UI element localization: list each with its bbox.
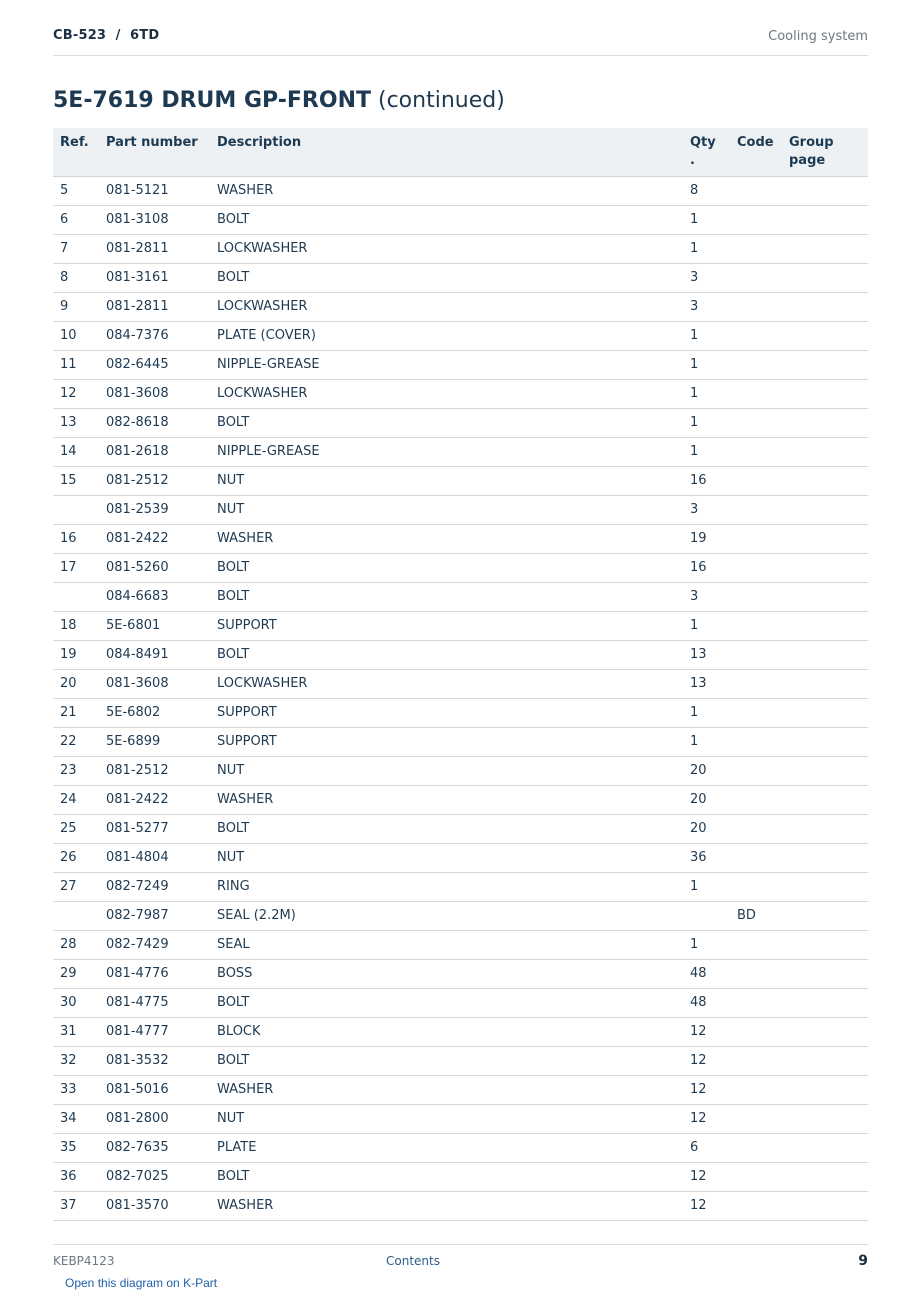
group-page-cell <box>789 1104 868 1133</box>
table-row <box>53 408 868 437</box>
page-footer <box>53 1244 868 1275</box>
code-cell <box>737 234 789 263</box>
part-number-cell: 5E-6802 <box>106 698 217 727</box>
description-cell: LOCKWASHER <box>217 292 690 321</box>
ref-cell: 6 <box>53 205 106 234</box>
table-row <box>53 959 868 988</box>
table-row <box>53 1191 868 1220</box>
group-page-cell <box>789 466 868 495</box>
ref-cell: 8 <box>53 263 106 292</box>
qty-cell: 12 <box>690 1046 737 1075</box>
ref-cell: 35 <box>53 1133 106 1162</box>
table-row <box>53 379 868 408</box>
code-cell <box>737 1104 789 1133</box>
part-number-cell: 084-7376 <box>106 321 217 350</box>
table-row <box>53 582 868 611</box>
ref-cell: 36 <box>53 1162 106 1191</box>
contents-link[interactable]: Contents <box>386 1254 440 1268</box>
part-number-cell: 082-7429 <box>106 930 217 959</box>
code-cell <box>737 698 789 727</box>
code-cell <box>737 727 789 756</box>
description-cell: BOLT <box>217 408 690 437</box>
description-cell: NUT <box>217 1104 690 1133</box>
page-title <box>53 88 505 113</box>
description-cell: PLATE (COVER) <box>217 321 690 350</box>
group-page-cell <box>789 843 868 872</box>
code-cell <box>737 379 789 408</box>
group-page-cell <box>789 901 868 930</box>
code-cell <box>737 263 789 292</box>
ref-cell: 16 <box>53 524 106 553</box>
ref-cell: 12 <box>53 379 106 408</box>
table-row <box>53 466 868 495</box>
ref-cell: 11 <box>53 350 106 379</box>
qty-cell: 19 <box>690 524 737 553</box>
ref-cell: 34 <box>53 1104 106 1133</box>
qty-cell: 3 <box>690 495 737 524</box>
qty-cell: 1 <box>690 234 737 263</box>
code-cell <box>737 408 789 437</box>
part-number-cell: 081-3608 <box>106 669 217 698</box>
part-number-cell: 081-2811 <box>106 234 217 263</box>
part-number-cell: 081-2800 <box>106 1104 217 1133</box>
group-page-cell <box>789 959 868 988</box>
group-page-cell <box>789 930 868 959</box>
group-page-cell <box>789 640 868 669</box>
part-number-cell: 081-5260 <box>106 553 217 582</box>
part-number-cell: 081-2811 <box>106 292 217 321</box>
code-cell <box>737 640 789 669</box>
ref-cell: 22 <box>53 727 106 756</box>
group-page-cell <box>789 176 868 205</box>
part-number-cell: 082-7635 <box>106 1133 217 1162</box>
code-cell <box>737 582 789 611</box>
part-number-cell: 081-3532 <box>106 1046 217 1075</box>
ref-cell: 27 <box>53 872 106 901</box>
group-page-cell <box>789 1162 868 1191</box>
qty-cell: 12 <box>690 1104 737 1133</box>
qty-cell: 1 <box>690 350 737 379</box>
part-number-cell: 081-3570 <box>106 1191 217 1220</box>
part-number-cell: 082-8618 <box>106 408 217 437</box>
part-number-cell: 081-4804 <box>106 843 217 872</box>
col-header-part-number: Part number <box>106 128 217 176</box>
table-header-row <box>53 128 868 176</box>
open-diagram-link[interactable]: Open this diagram on K-Part <box>65 1276 218 1290</box>
col-header-description: Description <box>217 128 690 176</box>
code-cell <box>737 437 789 466</box>
ref-cell: 10 <box>53 321 106 350</box>
qty-cell: 48 <box>690 959 737 988</box>
description-cell: SEAL (2.2M) <box>217 901 690 930</box>
qty-cell: 36 <box>690 843 737 872</box>
code-cell <box>737 495 789 524</box>
part-number-cell: 081-5016 <box>106 1075 217 1104</box>
code-cell <box>737 843 789 872</box>
title-suffix: (continued) <box>371 88 505 113</box>
group-page-cell <box>789 234 868 263</box>
ref-cell: 23 <box>53 756 106 785</box>
ref-cell: 13 <box>53 408 106 437</box>
description-cell: NIPPLE-GREASE <box>217 437 690 466</box>
part-number-cell: 081-2422 <box>106 785 217 814</box>
description-cell: BLOCK <box>217 1017 690 1046</box>
part-number-cell: 081-2422 <box>106 524 217 553</box>
table-row <box>53 785 868 814</box>
ref-cell: 19 <box>53 640 106 669</box>
qty-cell: 6 <box>690 1133 737 1162</box>
table-row <box>53 698 868 727</box>
group-page-cell <box>789 1046 868 1075</box>
code-cell <box>737 756 789 785</box>
qty-cell: 13 <box>690 669 737 698</box>
ref-cell: 5 <box>53 176 106 205</box>
description-cell: BOLT <box>217 988 690 1017</box>
qty-cell: 1 <box>690 379 737 408</box>
description-cell: SEAL <box>217 930 690 959</box>
qty-cell: 1 <box>690 408 737 437</box>
qty-cell: 12 <box>690 1191 737 1220</box>
code-cell <box>737 524 789 553</box>
table-row <box>53 901 868 930</box>
group-page-cell <box>789 408 868 437</box>
description-cell: BOSS <box>217 959 690 988</box>
part-number-cell: 082-7249 <box>106 872 217 901</box>
group-page-cell <box>789 553 868 582</box>
table-row <box>53 1075 868 1104</box>
table-row <box>53 263 868 292</box>
group-page-cell <box>789 292 868 321</box>
code-cell <box>737 1162 789 1191</box>
document-id: KEBP4123 <box>53 1254 115 1268</box>
description-cell: NUT <box>217 466 690 495</box>
description-cell: SUPPORT <box>217 698 690 727</box>
table-row <box>53 669 868 698</box>
table-row <box>53 930 868 959</box>
description-cell: LOCKWASHER <box>217 234 690 263</box>
qty-cell: 12 <box>690 1017 737 1046</box>
part-number-cell: 084-6683 <box>106 582 217 611</box>
parts-table-body <box>53 176 868 1220</box>
part-number-cell: 081-2512 <box>106 466 217 495</box>
part-number-cell: 081-2618 <box>106 437 217 466</box>
code-cell <box>737 1191 789 1220</box>
part-number-cell: 082-7987 <box>106 901 217 930</box>
code-cell <box>737 959 789 988</box>
table-row <box>53 321 868 350</box>
table-row <box>53 1133 868 1162</box>
group-page-cell <box>789 1191 868 1220</box>
col-header-group-page: Group page <box>789 128 868 176</box>
code-cell <box>737 553 789 582</box>
table-row <box>53 814 868 843</box>
table-row <box>53 524 868 553</box>
qty-cell: 3 <box>690 263 737 292</box>
table-row <box>53 437 868 466</box>
group-page-cell <box>789 698 868 727</box>
code-cell <box>737 205 789 234</box>
description-cell: BOLT <box>217 814 690 843</box>
code-cell <box>737 350 789 379</box>
part-number-cell: 5E-6899 <box>106 727 217 756</box>
part-number-cell: 081-5277 <box>106 814 217 843</box>
title-part: 5E-7619 DRUM GP-FRONT <box>53 88 371 113</box>
table-row <box>53 988 868 1017</box>
qty-cell: 20 <box>690 785 737 814</box>
group-page-cell <box>789 1075 868 1104</box>
part-number-cell: 082-7025 <box>106 1162 217 1191</box>
description-cell: NUT <box>217 843 690 872</box>
description-cell: BOLT <box>217 263 690 292</box>
table-row <box>53 234 868 263</box>
group-page-cell <box>789 611 868 640</box>
part-number-cell: 081-2539 <box>106 495 217 524</box>
description-cell: NUT <box>217 756 690 785</box>
part-number-cell: 082-6445 <box>106 350 217 379</box>
ref-cell: 32 <box>53 1046 106 1075</box>
description-cell: NUT <box>217 495 690 524</box>
qty-cell: 1 <box>690 205 737 234</box>
qty-cell: 1 <box>690 698 737 727</box>
group-page-cell <box>789 582 868 611</box>
part-number-cell: 081-2512 <box>106 756 217 785</box>
qty-cell: 3 <box>690 582 737 611</box>
qty-cell: 1 <box>690 872 737 901</box>
table-row <box>53 611 868 640</box>
description-cell: SUPPORT <box>217 727 690 756</box>
qty-cell: 1 <box>690 611 737 640</box>
part-number-cell: 081-4775 <box>106 988 217 1017</box>
qty-cell: 16 <box>690 466 737 495</box>
description-cell: BOLT <box>217 582 690 611</box>
group-page-cell <box>789 756 868 785</box>
group-page-cell <box>789 1133 868 1162</box>
description-cell: NIPPLE-GREASE <box>217 350 690 379</box>
part-number-cell: 081-3161 <box>106 263 217 292</box>
description-cell: BOLT <box>217 1162 690 1191</box>
group-page-cell <box>789 524 868 553</box>
qty-cell: 1 <box>690 321 737 350</box>
group-page-cell <box>789 495 868 524</box>
part-number-cell: 084-8491 <box>106 640 217 669</box>
ref-cell <box>53 901 106 930</box>
table-row <box>53 292 868 321</box>
group-page-cell <box>789 727 868 756</box>
qty-cell: 20 <box>690 756 737 785</box>
group-page-cell <box>789 205 868 234</box>
group-page-cell <box>789 263 868 292</box>
description-cell: LOCKWASHER <box>217 669 690 698</box>
code-cell <box>737 785 789 814</box>
ref-cell: 37 <box>53 1191 106 1220</box>
code-cell <box>737 1017 789 1046</box>
ref-cell: 7 <box>53 234 106 263</box>
page-header <box>53 28 868 56</box>
section-label: Cooling system <box>768 29 868 44</box>
ref-cell: 30 <box>53 988 106 1017</box>
qty-cell <box>690 901 737 930</box>
description-cell: BOLT <box>217 553 690 582</box>
description-cell: WASHER <box>217 1191 690 1220</box>
part-number-cell: 081-3608 <box>106 379 217 408</box>
qty-cell: 8 <box>690 176 737 205</box>
group-page-cell <box>789 379 868 408</box>
description-cell: RING <box>217 872 690 901</box>
code-cell <box>737 669 789 698</box>
code-cell <box>737 321 789 350</box>
qty-cell: 3 <box>690 292 737 321</box>
code-cell <box>737 814 789 843</box>
ref-cell: 18 <box>53 611 106 640</box>
description-cell: BOLT <box>217 640 690 669</box>
ref-cell: 14 <box>53 437 106 466</box>
table-row <box>53 640 868 669</box>
table-row <box>53 1104 868 1133</box>
code-cell <box>737 872 789 901</box>
qty-cell: 16 <box>690 553 737 582</box>
ref-cell: 31 <box>53 1017 106 1046</box>
group-page-cell <box>789 814 868 843</box>
qty-cell: 1 <box>690 727 737 756</box>
code-cell: BD <box>737 901 789 930</box>
page-number: 9 <box>858 1253 868 1269</box>
qty-cell: 12 <box>690 1162 737 1191</box>
description-cell: WASHER <box>217 785 690 814</box>
ref-cell: 17 <box>53 553 106 582</box>
qty-cell: 13 <box>690 640 737 669</box>
description-cell: WASHER <box>217 176 690 205</box>
table-row <box>53 495 868 524</box>
code-cell <box>737 466 789 495</box>
group-page-cell <box>789 785 868 814</box>
ref-cell <box>53 582 106 611</box>
table-row <box>53 1046 868 1075</box>
ref-cell: 20 <box>53 669 106 698</box>
model-label: CB-523 / 6TD <box>53 28 160 43</box>
ref-cell <box>53 495 106 524</box>
ref-cell: 24 <box>53 785 106 814</box>
part-number-cell: 081-5121 <box>106 176 217 205</box>
qty-cell: 20 <box>690 814 737 843</box>
code-cell <box>737 176 789 205</box>
code-cell <box>737 1075 789 1104</box>
ref-cell: 29 <box>53 959 106 988</box>
table-row <box>53 553 868 582</box>
description-cell: BOLT <box>217 1046 690 1075</box>
col-header-code: Code <box>737 128 789 176</box>
group-page-cell <box>789 988 868 1017</box>
table-row <box>53 727 868 756</box>
code-cell <box>737 988 789 1017</box>
qty-cell: 1 <box>690 437 737 466</box>
parts-table <box>53 128 868 1221</box>
table-row <box>53 205 868 234</box>
ref-cell: 15 <box>53 466 106 495</box>
group-page-cell <box>789 1017 868 1046</box>
ref-cell: 9 <box>53 292 106 321</box>
table-row <box>53 1017 868 1046</box>
group-page-cell <box>789 437 868 466</box>
part-number-cell: 081-4776 <box>106 959 217 988</box>
table-row <box>53 350 868 379</box>
code-cell <box>737 1133 789 1162</box>
qty-cell: 12 <box>690 1075 737 1104</box>
table-row <box>53 176 868 205</box>
ref-cell: 33 <box>53 1075 106 1104</box>
table-row <box>53 1162 868 1191</box>
code-cell <box>737 930 789 959</box>
part-number-cell: 5E-6801 <box>106 611 217 640</box>
col-header-qty: Qty . <box>690 128 737 176</box>
code-cell <box>737 611 789 640</box>
table-row <box>53 872 868 901</box>
qty-cell: 1 <box>690 930 737 959</box>
description-cell: WASHER <box>217 1075 690 1104</box>
code-cell <box>737 1046 789 1075</box>
group-page-cell <box>789 321 868 350</box>
description-cell: BOLT <box>217 205 690 234</box>
ref-cell: 28 <box>53 930 106 959</box>
code-cell <box>737 292 789 321</box>
description-cell: PLATE <box>217 1133 690 1162</box>
group-page-cell <box>789 669 868 698</box>
table-row <box>53 756 868 785</box>
ref-cell: 21 <box>53 698 106 727</box>
description-cell: WASHER <box>217 524 690 553</box>
group-page-cell <box>789 350 868 379</box>
group-page-cell <box>789 872 868 901</box>
part-number-cell: 081-4777 <box>106 1017 217 1046</box>
table-row <box>53 843 868 872</box>
ref-cell: 25 <box>53 814 106 843</box>
ref-cell: 26 <box>53 843 106 872</box>
description-cell: SUPPORT <box>217 611 690 640</box>
part-number-cell: 081-3108 <box>106 205 217 234</box>
qty-cell: 48 <box>690 988 737 1017</box>
description-cell: LOCKWASHER <box>217 379 690 408</box>
col-header-ref: Ref. <box>53 128 106 176</box>
